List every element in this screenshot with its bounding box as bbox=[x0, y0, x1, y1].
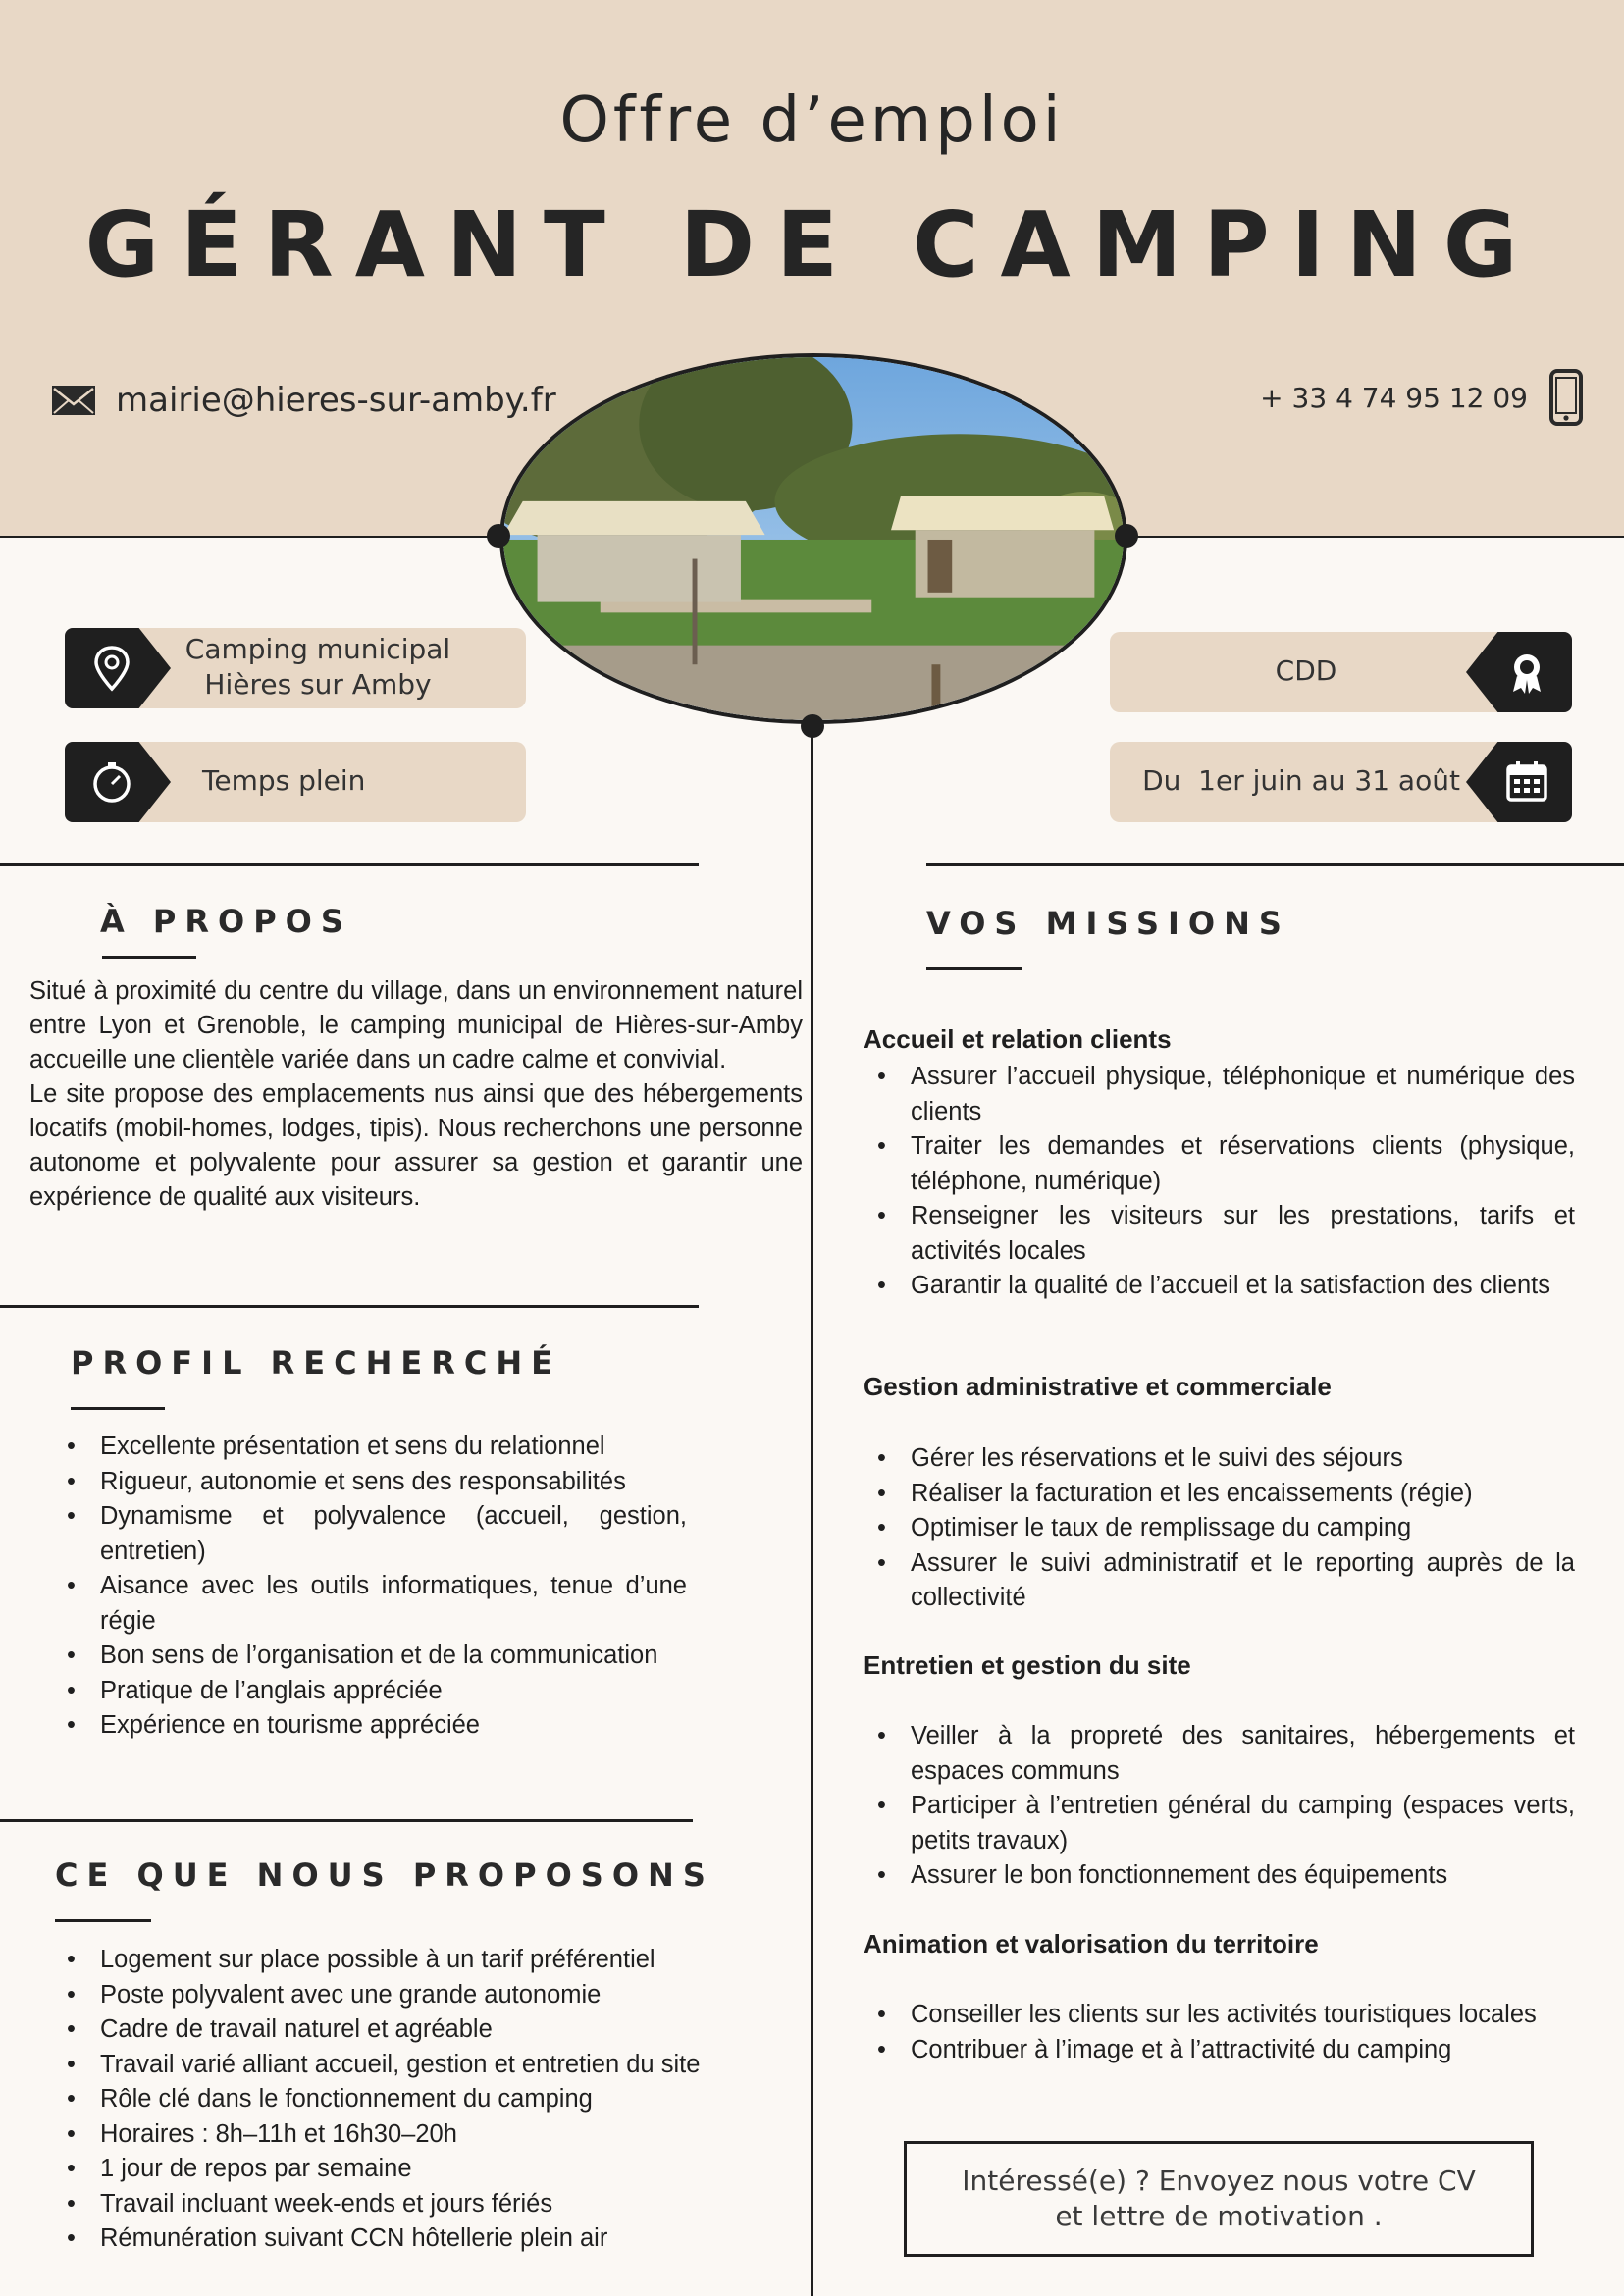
location-line1: Camping municipal bbox=[184, 633, 451, 665]
contract-pill bbox=[1110, 632, 1572, 712]
profile-title: PROFIL RECHERCHÉ bbox=[71, 1344, 561, 1382]
schedule-icon-badge bbox=[65, 742, 171, 822]
list-item: • Conseiller les clients sur les activités touristiques locales bbox=[865, 1998, 1575, 2033]
missions-heading-admin: Gestion administrative et commerciale bbox=[864, 1372, 1332, 1401]
award-ribbon-icon bbox=[1503, 649, 1550, 696]
period-pill bbox=[1110, 742, 1572, 822]
application-callout bbox=[904, 2141, 1534, 2257]
list-item: • Veiller à la propreté des sanitaires, hébergements et espaces communs bbox=[865, 1719, 1575, 1789]
page-title: GÉRANT DE CAMPING bbox=[84, 192, 1540, 297]
list-item: • Aisance avec les outils informatiques, tenue d’une régie bbox=[55, 1569, 687, 1639]
missions-list-reception bbox=[865, 1060, 1575, 1304]
list-item: • Contribuer à l’image et à l’attractivité du camping bbox=[865, 2033, 1575, 2068]
about-paragraph bbox=[29, 974, 803, 1215]
page-subtitle: Offre d’emploi bbox=[559, 84, 1065, 157]
list-item: • Garantir la qualité de l’accueil et la satisfaction des clients bbox=[865, 1269, 1575, 1304]
map-pin-icon bbox=[88, 645, 135, 692]
list-item: • Pratique de l’anglais appréciée bbox=[55, 1674, 687, 1709]
list-item: • Assurer le bon fonctionnement des équipements bbox=[865, 1858, 1575, 1894]
missions-list-maintenance bbox=[865, 1719, 1575, 1894]
profile-list bbox=[55, 1430, 687, 1744]
list-item: • Rémunération suivant CCN hôtellerie plein air bbox=[55, 2221, 742, 2257]
offer-list bbox=[55, 1943, 742, 2257]
column-divider bbox=[811, 726, 813, 2296]
callout-line-1: Intéressé(e) ? Envoyez nous votre CV bbox=[962, 2165, 1476, 2197]
list-item: • Rôle clé dans le fonctionnement du camping bbox=[55, 2082, 742, 2117]
list-item: • Rigueur, autonomie et sens des responsabilités bbox=[55, 1465, 687, 1500]
envelope-icon bbox=[51, 383, 96, 418]
offer-title: CE QUE NOUS PROPOSONS bbox=[55, 1856, 714, 1894]
list-item: • Bon sens de l’organisation et de la communication bbox=[55, 1639, 687, 1674]
email-address[interactable]: mairie@hieres-sur-amby.fr bbox=[116, 381, 556, 420]
missions-heading-reception: Accueil et relation clients bbox=[864, 1024, 1172, 1054]
list-item: • Assurer l’accueil physique, téléphonique et numérique des clients bbox=[865, 1060, 1575, 1129]
location-line2: Hières sur Amby bbox=[204, 668, 432, 701]
photo-anchor-left bbox=[487, 524, 510, 548]
smartphone-icon bbox=[1549, 369, 1583, 426]
callout-line-2: et lettre de motivation . bbox=[1055, 2200, 1383, 2232]
list-item: • Travail incluant week-ends et jours fériés bbox=[55, 2187, 742, 2222]
list-item: • Réaliser la facturation et les encaissements (régie) bbox=[865, 1477, 1575, 1512]
list-item: • Dynamisme et polyvalence (accueil, gestion, entretien) bbox=[55, 1499, 687, 1569]
email-contact[interactable] bbox=[51, 381, 556, 420]
missions-underline bbox=[926, 967, 1022, 970]
contract-icon-badge bbox=[1466, 632, 1572, 712]
about-paragraph-1: Situé à proximité du centre du village, dans un environnement naturel entre Lyon et Grenoble, le camping municipal de Hières-sur-Amby accueille une clientèle variée dans un cadre calme et convivial. bbox=[29, 977, 803, 1073]
list-item: • Gérer les réservations et le suivi des séjours bbox=[865, 1441, 1575, 1477]
missions-heading-animation: Animation et valorisation du territoire bbox=[864, 1929, 1319, 1958]
about-title: À PROPOS bbox=[100, 903, 352, 940]
profile-top-rule bbox=[0, 1305, 699, 1308]
missions-title: VOS MISSIONS bbox=[926, 905, 1290, 942]
offer-top-rule bbox=[0, 1819, 693, 1822]
schedule-pill bbox=[65, 742, 526, 822]
list-item: • Traiter les demandes et réservations clients (physique, téléphone, numérique) bbox=[865, 1129, 1575, 1199]
list-item: • Expérience en tourisme appréciée bbox=[55, 1708, 687, 1744]
list-item: • Renseigner les visiteurs sur les prestations, tarifs et activités locales bbox=[865, 1199, 1575, 1269]
missions-top-rule bbox=[926, 863, 1624, 866]
contract-type: CDD bbox=[1275, 654, 1337, 687]
calendar-icon bbox=[1503, 758, 1550, 806]
list-item: • Poste polyvalent avec une grande autonomie bbox=[55, 1978, 742, 2013]
missions-list-animation bbox=[865, 1998, 1575, 2067]
phone-contact[interactable] bbox=[1260, 369, 1583, 426]
list-item: • Excellente présentation et sens du relationnel bbox=[55, 1430, 687, 1465]
missions-heading-maintenance: Entretien et gestion du site bbox=[864, 1650, 1191, 1680]
list-item: • Travail varié alliant accueil, gestion et entretien du site bbox=[55, 2048, 742, 2083]
list-item: • 1 jour de repos par semaine bbox=[55, 2152, 742, 2187]
list-item: • Assurer le suivi administratif et le reporting auprès de la collectivité bbox=[865, 1546, 1575, 1616]
about-underline bbox=[102, 956, 196, 959]
list-item: • Participer à l’entretien général du camping (espaces verts, petits travaux) bbox=[865, 1789, 1575, 1858]
list-item: • Logement sur place possible à un tarif préférentiel bbox=[55, 1943, 742, 1978]
list-item: • Horaires : 8h–11h et 16h30–20h bbox=[55, 2117, 742, 2153]
stopwatch-icon bbox=[88, 758, 135, 806]
phone-number[interactable]: + 33 4 74 95 12 09 bbox=[1260, 381, 1528, 414]
about-top-rule bbox=[0, 863, 699, 866]
contract-period: Du 1er juin au 31 août bbox=[1142, 764, 1460, 797]
location-pill bbox=[65, 628, 526, 708]
schedule-text: Temps plein bbox=[202, 764, 366, 797]
missions-list-admin bbox=[865, 1441, 1575, 1616]
camping-tents-icon bbox=[503, 357, 1124, 720]
about-paragraph-2: Le site propose des emplacements nus ainsi que des hébergements locatifs (mobil-homes, lodges, tipis). Nous recherchons une personne autonome et polyvalente pour assurer sa gestion et garantir une expérience de qualité aux visiteurs. bbox=[29, 1080, 803, 1211]
list-item: • Optimiser le taux de remplissage du camping bbox=[865, 1511, 1575, 1546]
period-icon-badge bbox=[1466, 742, 1572, 822]
profile-underline bbox=[71, 1407, 165, 1410]
photo-anchor-right bbox=[1115, 524, 1138, 548]
list-item: • Cadre de travail naturel et agréable bbox=[55, 2012, 742, 2048]
offer-underline bbox=[55, 1919, 151, 1922]
camping-photo bbox=[499, 353, 1127, 724]
location-icon-badge bbox=[65, 628, 171, 708]
